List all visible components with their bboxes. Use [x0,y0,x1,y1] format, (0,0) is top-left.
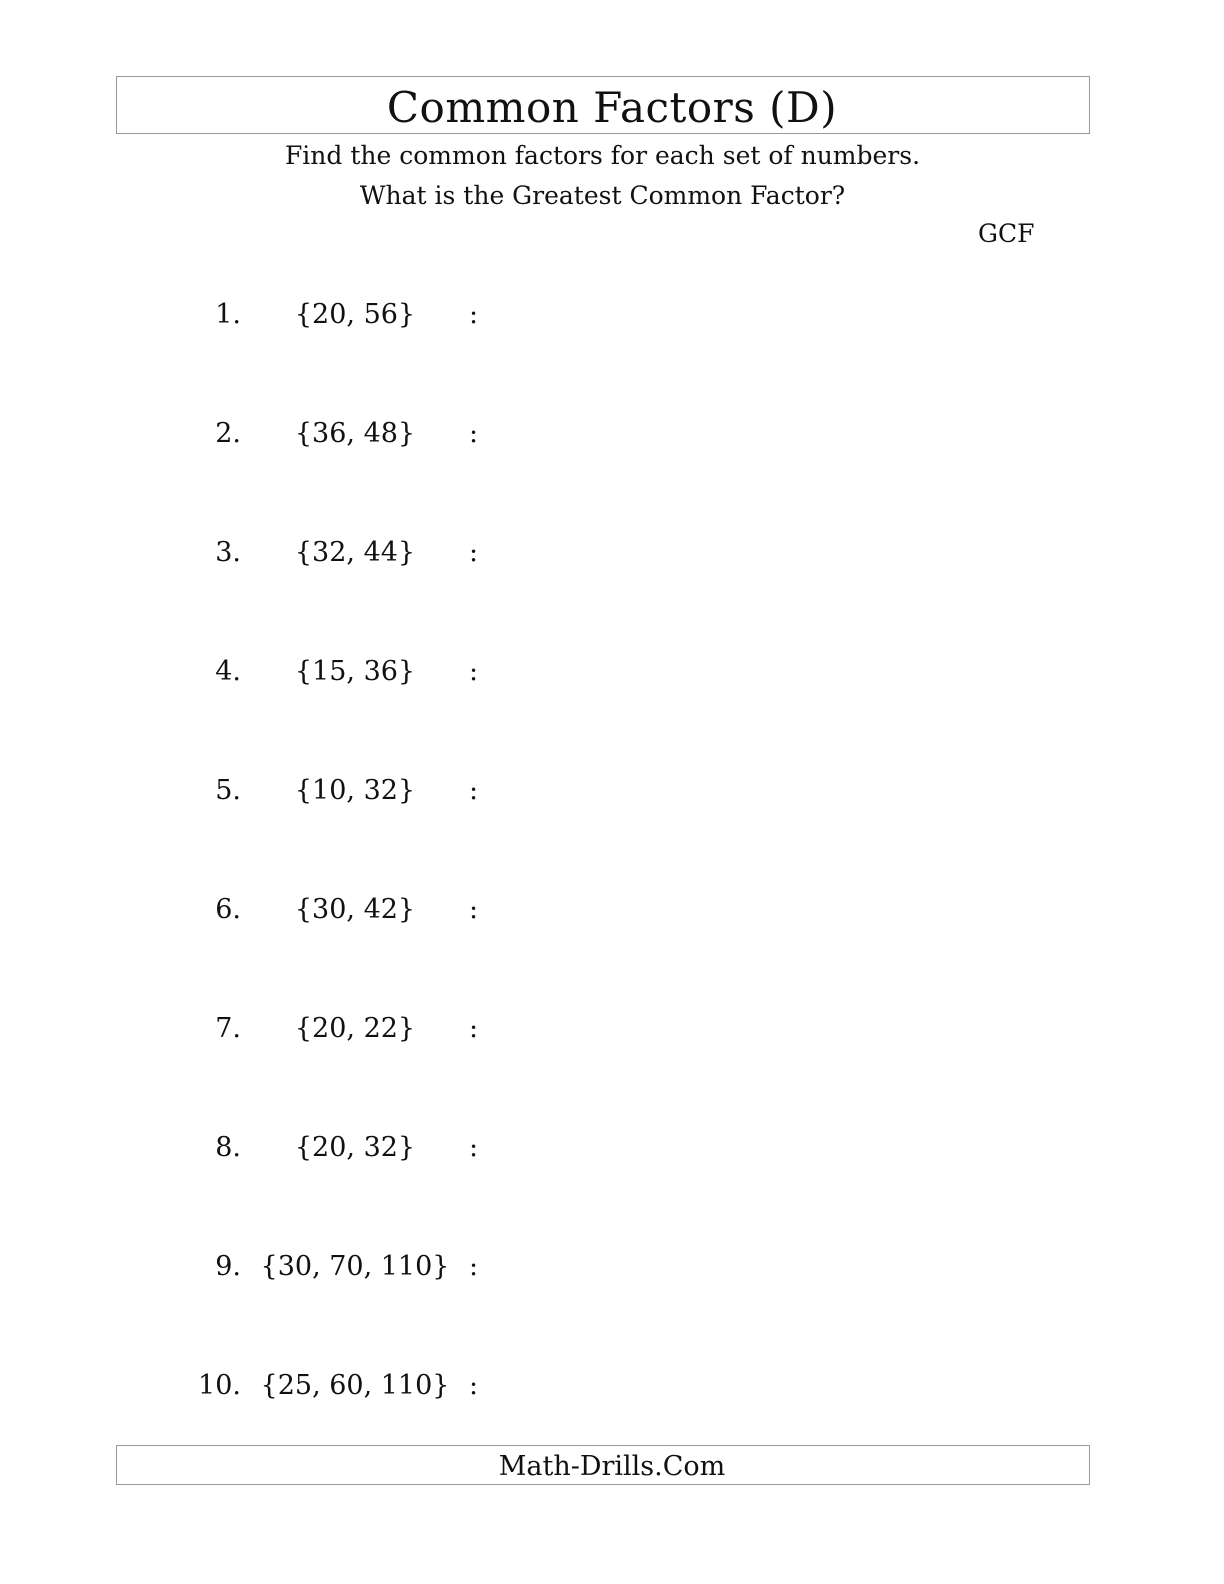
problem-colon: : [469,1013,479,1044]
problem-9 [0,1247,1224,1287]
problem-number: 7. [215,1013,241,1044]
problem-8 [0,1128,1224,1168]
problem-colon: : [469,656,479,687]
problem-number-set: {10, 32} [294,775,416,806]
problem-6 [0,890,1224,930]
problem-3 [0,533,1224,573]
problem-number: 5. [215,775,241,806]
problem-number-set: {20, 32} [294,1132,416,1163]
problem-number: 4. [215,656,241,687]
problem-colon: : [469,894,479,925]
page-title: Common Factors (D) [386,83,838,132]
problem-number-set: {25, 60, 110} [260,1370,450,1401]
problem-7 [0,1009,1224,1049]
problem-number: 1. [215,299,241,330]
problem-number-set: {30, 70, 110} [260,1251,450,1282]
problem-colon: : [469,1251,479,1282]
problem-number: 9. [215,1251,241,1282]
problem-number: 8. [215,1132,241,1163]
problem-2 [0,414,1224,454]
problem-colon: : [469,299,479,330]
problem-number: 3. [215,537,241,568]
problem-number-set: {30, 42} [294,894,416,925]
problem-number-set: {15, 36} [294,656,416,687]
problem-colon: : [469,418,479,449]
instruction-line-2: What is the Greatest Common Factor? [359,181,846,210]
problem-colon: : [469,537,479,568]
problem-number: 2. [215,418,241,449]
problem-1 [0,295,1224,335]
instruction-line-1: Find the common factors for each set of numbers. [284,141,921,170]
problem-colon: : [469,775,479,806]
problem-number-set: {36, 48} [294,418,416,449]
problem-number: 10. [198,1370,241,1401]
problem-colon: : [469,1132,479,1163]
problem-10 [0,1366,1224,1406]
problem-number: 6. [215,894,241,925]
problem-colon: : [469,1370,479,1401]
gcf-column-label: GCF [978,219,1035,248]
problem-4 [0,652,1224,692]
problem-5 [0,771,1224,811]
footer-site-name: Math-Drills.Com [498,1451,726,1482]
problem-number-set: {20, 56} [294,299,416,330]
problem-number-set: {20, 22} [294,1013,416,1044]
problem-number-set: {32, 44} [294,537,416,568]
